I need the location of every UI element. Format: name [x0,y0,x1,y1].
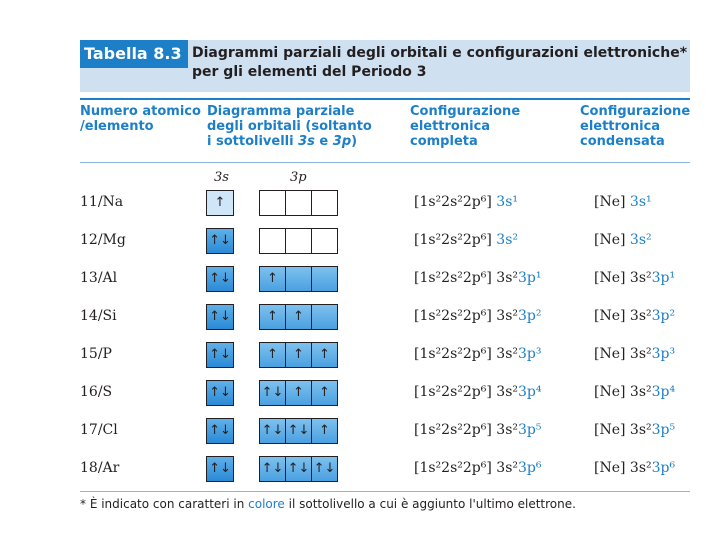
element-label: 11/Na [80,194,124,210]
condensed-configuration [594,460,675,476]
full-config-core: [1s²2s²2p⁶] [414,422,492,438]
table-bottom-rule [80,491,690,492]
full-config-last-sublevel: 3p² [518,308,542,324]
full-config-3s: 3s² [496,346,518,362]
footnote-colored-word: colore [248,497,285,511]
header-condensed-config-line2: elettronica [580,119,661,134]
full-configuration [414,460,541,476]
condensed-config-3s: 3s² [629,422,652,438]
orbital-3p-box [259,228,286,254]
orbital-3s-box: ↑ [206,190,234,216]
orbital-3p-box: ↑ [311,418,338,444]
element-label: 12/Mg [80,232,126,248]
condensed-configuration [594,346,675,362]
full-configuration [414,270,541,286]
condensed-config-core: [Ne] [594,308,626,324]
element-label: 14/Si [80,308,117,324]
element-label: 15/P [80,346,112,362]
orbital-3p-box [285,190,312,216]
header-orbital-diagram-line1: Diagramma parziale [207,104,355,119]
orbital-3s-box: ↑↓ [206,418,234,444]
full-config-last-sublevel: 3s² [496,232,518,248]
orbital-3p-box: ↑ [285,380,312,406]
element-label: 16/S [80,384,113,400]
full-configuration [414,346,541,362]
header-atomic-number [80,104,201,134]
orbital-3p-box: ↑↓ [259,418,286,444]
condensed-config-3s: 3s² [629,270,652,286]
condensed-config-last-sublevel: 3s¹ [629,194,652,210]
condensed-config-last-sublevel: 3s² [629,232,652,248]
condensed-config-core: [Ne] [594,346,626,362]
full-config-last-sublevel: 3p³ [518,346,542,362]
orbital-3p-box: ↑ [259,266,286,292]
full-configuration [414,422,541,438]
full-config-last-sublevel: 3p¹ [518,270,542,286]
condensed-config-last-sublevel: 3p⁵ [651,422,676,438]
table-title [192,44,687,82]
condensed-config-last-sublevel: 3p² [651,308,676,324]
element-label: 13/Al [80,270,118,286]
sublevel-3p-label: 3p [290,170,307,185]
header-full-config-line3: completa [410,134,478,149]
header-condensed-config-line1: Configurazione [580,104,691,119]
orbital-3s-box: ↑↓ [206,342,234,368]
orbital-3p-box [311,304,338,330]
condensed-config-core: [Ne] [594,232,626,248]
orbital-3s-box: ↑↓ [206,456,234,482]
sublevel-3s-label: 3s [214,170,229,185]
table-title-line1: Diagrammi parziali degli orbitali e configurazioni elettroniche* [192,45,688,61]
full-configuration [414,194,518,210]
full-configuration [414,384,541,400]
full-config-core: [1s²2s²2p⁶] [414,270,492,286]
condensed-config-3s: 3s² [629,460,652,476]
full-config-3s: 3s² [496,308,518,324]
condensed-config-last-sublevel: 3p¹ [651,270,676,286]
orbital-3p-box: ↑ [311,342,338,368]
condensed-config-last-sublevel: 3p⁴ [651,384,676,400]
orbital-3p-box [259,190,286,216]
condensed-config-last-sublevel: 3p³ [651,346,676,362]
orbital-3p-box: ↑↓ [259,380,286,406]
orbital-3p-box: ↑ [285,304,312,330]
header-atomic-number-line2: /elemento [80,119,154,134]
header-condensed-config [580,104,690,149]
orbital-3p-box [285,228,312,254]
full-config-last-sublevel: 3p⁶ [518,460,542,476]
full-config-last-sublevel: 3s¹ [496,194,518,210]
header-orbital-diagram-line3: i sottolivelli 3s e 3p) [207,134,358,149]
full-config-last-sublevel: 3p⁴ [518,384,542,400]
footnote [80,497,576,511]
condensed-config-core: [Ne] [594,384,626,400]
header-bottom-rule [80,162,690,163]
orbital-3p-box [311,266,338,292]
condensed-config-last-sublevel: 3p⁶ [651,460,676,476]
orbital-3p-box: ↑ [259,304,286,330]
condensed-configuration [594,308,675,324]
condensed-config-3s: 3s² [629,346,652,362]
header-orbital-diagram-line2: degli orbitali (soltanto [207,119,372,134]
full-config-core: [1s²2s²2p⁶] [414,232,492,248]
orbital-3s-box: ↑↓ [206,228,234,254]
orbital-3p-box: ↑↓ [285,456,312,482]
table-number: Tabella 8.3 [80,40,188,68]
orbital-3p-box: ↑ [311,380,338,406]
condensed-config-core: [Ne] [594,460,626,476]
header-full-config-line2: elettronica [410,119,491,134]
condensed-config-core: [Ne] [594,422,626,438]
orbital-3s-box: ↑↓ [206,266,234,292]
orbital-3p-box [311,190,338,216]
orbital-3p-box: ↑ [285,342,312,368]
condensed-config-3s: 3s² [629,384,652,400]
orbital-3p-box [285,266,312,292]
orbital-3s-box: ↑↓ [206,380,234,406]
orbital-3p-box: ↑↓ [285,418,312,444]
footnote-text-pre: * È indicato con caratteri in [80,497,249,511]
condensed-configuration [594,232,652,248]
full-config-3s: 3s² [496,422,518,438]
condensed-configuration [594,422,675,438]
condensed-configuration [594,384,675,400]
condensed-config-core: [Ne] [594,194,626,210]
condensed-config-3s: 3s² [629,308,652,324]
footnote-text-post: il sottolivello a cui è aggiunto l'ultimo elettrone. [284,497,576,511]
full-config-core: [1s²2s²2p⁶] [414,460,492,476]
condensed-config-core: [Ne] [594,270,626,286]
full-config-3s: 3s² [496,460,518,476]
full-config-last-sublevel: 3p⁵ [518,422,542,438]
element-label: 18/Ar [80,460,120,476]
condensed-configuration [594,270,675,286]
full-config-core: [1s²2s²2p⁶] [414,346,492,362]
full-configuration [414,232,518,248]
full-config-core: [1s²2s²2p⁶] [414,384,492,400]
full-config-core: [1s²2s²2p⁶] [414,194,492,210]
full-config-core: [1s²2s²2p⁶] [414,308,492,324]
element-label: 17/Cl [80,422,118,438]
orbital-3p-box: ↑↓ [259,456,286,482]
header-condensed-config-line3: condensata [580,134,665,149]
orbital-3p-box [311,228,338,254]
header-full-config [410,104,520,149]
orbital-3s-box: ↑↓ [206,304,234,330]
header-orbital-diagram [207,104,372,149]
full-config-3s: 3s² [496,270,518,286]
condensed-configuration [594,194,652,210]
header-atomic-number-line1: Numero atomico [80,104,201,119]
full-config-3s: 3s² [496,384,518,400]
header-top-rule [80,98,690,100]
header-full-config-line1: Configurazione [410,104,521,119]
full-configuration [414,308,541,324]
orbital-3p-box: ↑↓ [311,456,338,482]
table-title-line2: per gli elementi del Periodo 3 [192,64,427,80]
orbital-3p-box: ↑ [259,342,286,368]
